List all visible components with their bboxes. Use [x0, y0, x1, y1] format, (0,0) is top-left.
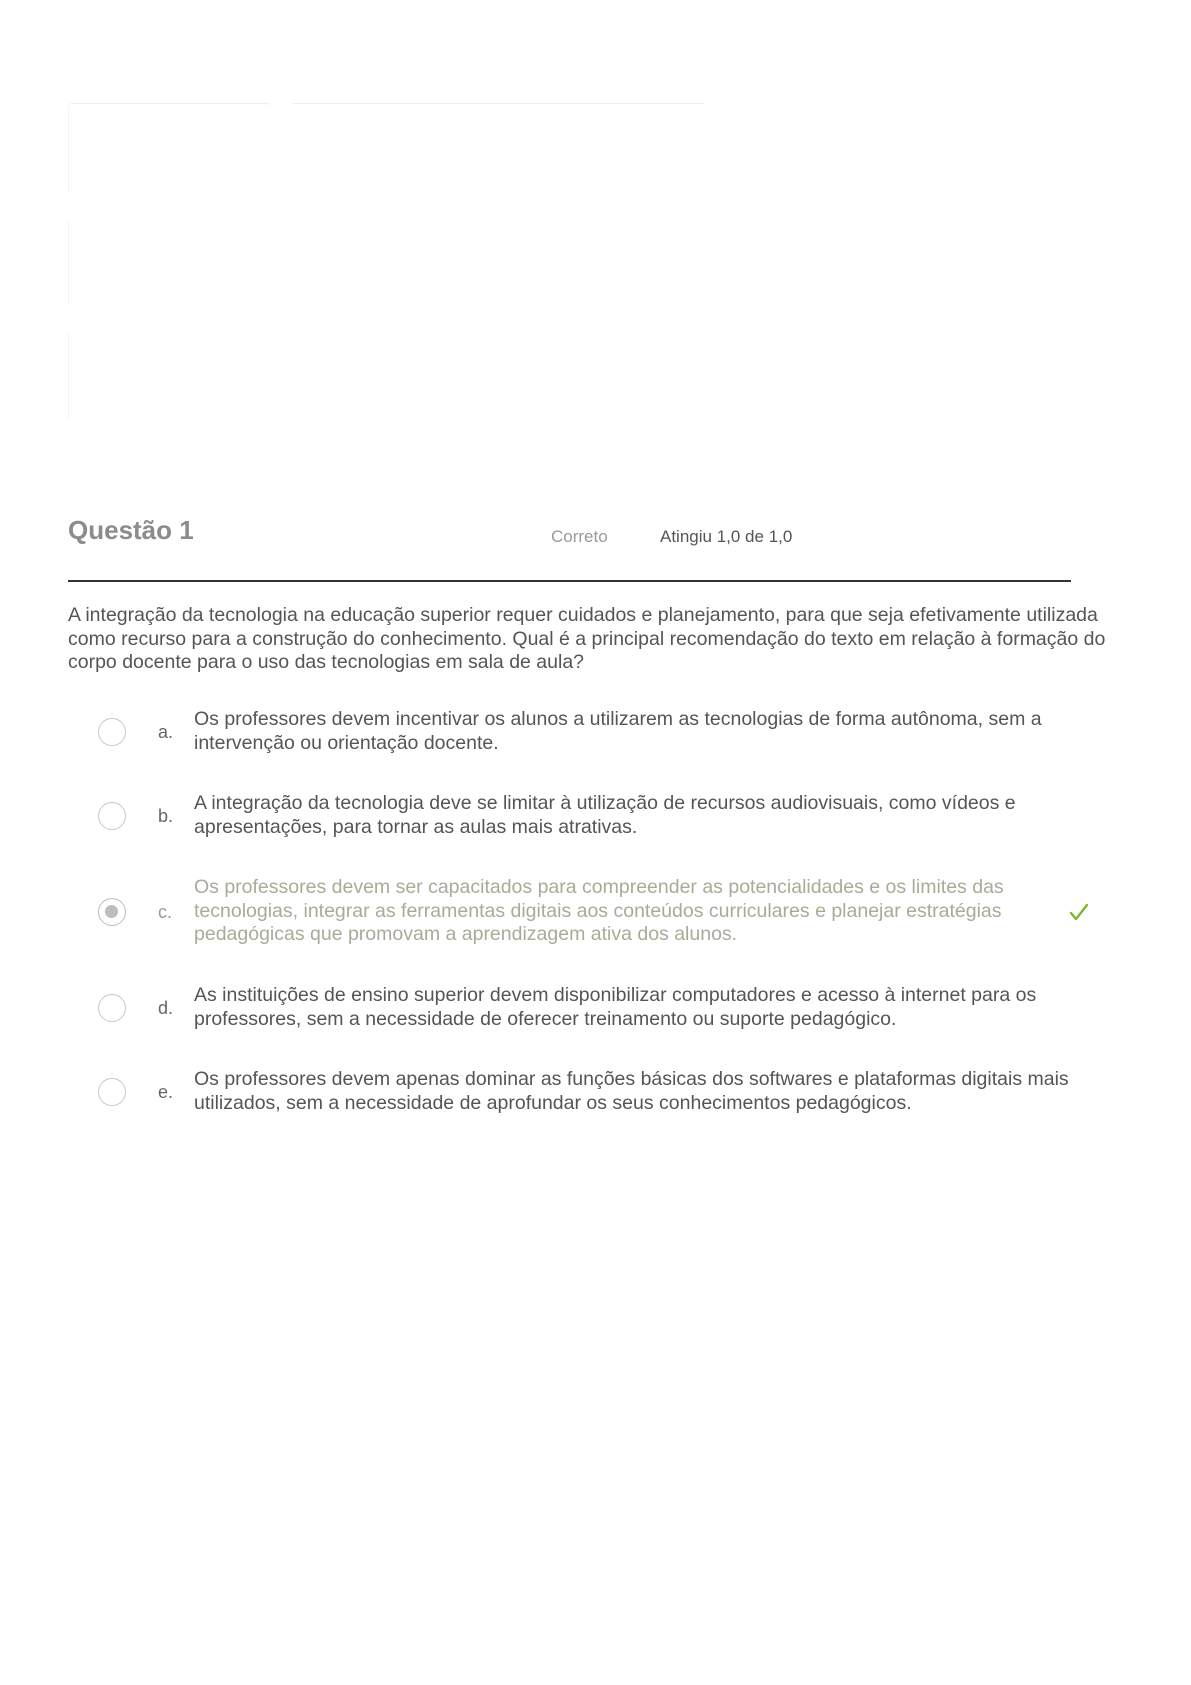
answer-letter: b. [158, 806, 174, 826]
question-header [68, 512, 1071, 582]
answer-text: A integração da tecnologia deve se limitar à utilização de recursos audiovisuais, como vídeos e apresentações, para tornar as aulas mais atrativas. [194, 792, 1016, 838]
faded-info-block [68, 332, 69, 420]
answer-letter: d. [158, 998, 174, 1018]
question-status: Correto [551, 527, 608, 546]
faded-info-block [68, 220, 69, 305]
answer-letter: a. [158, 722, 174, 742]
radio-button-c[interactable] [98, 898, 126, 926]
check-icon [1068, 901, 1090, 923]
radio-button-a[interactable] [98, 718, 126, 746]
radio-button-d[interactable] [98, 994, 126, 1022]
faded-divider [292, 103, 704, 104]
answer-letter: e. [158, 1082, 174, 1102]
answer-text: Os professores devem ser capacitados para compreender as potencialidades e os limites das tecnologias, integrar as ferramentas digitais aos conteúdos curriculares e planejar estratégias pedagógicas que promovam a aprendizagem ativa dos alunos. [194, 876, 1004, 945]
answer-text: As instituições de ensino superior devem disponibilizar computadores e acesso à internet para os professores, sem a necessidade de oferecer treinamento ou suporte pedagógico. [194, 984, 1037, 1030]
radio-button-b[interactable] [98, 802, 126, 830]
answer-text: Os professores devem incentivar os alunos a utilizarem as tecnologias de forma autônoma, sem a intervenção ou orientação docente. [194, 708, 1042, 754]
question-grade: Atingiu 1,0 de 1,0 [660, 527, 793, 546]
answer-text: Os professores devem apenas dominar as funções básicas dos softwares e plataformas digitais mais utilizados, sem a necessidade de aprofundar os seus conhecimentos pedagógicos. [194, 1068, 1069, 1114]
question-title: Questão 1 [68, 515, 194, 545]
radio-button-e[interactable] [98, 1078, 126, 1106]
question-text: A integração da tecnologia na educação superior requer cuidados e planejamento, para que seja efetivamente utilizada como recurso para a construção do conhecimento. Qual é a principal recomendação do texto em relação à formação do corpo docente para o uso das tecnologias em sala de aula? [68, 604, 1106, 673]
faded-info-block [68, 103, 271, 194]
answer-letter: c. [158, 902, 173, 922]
